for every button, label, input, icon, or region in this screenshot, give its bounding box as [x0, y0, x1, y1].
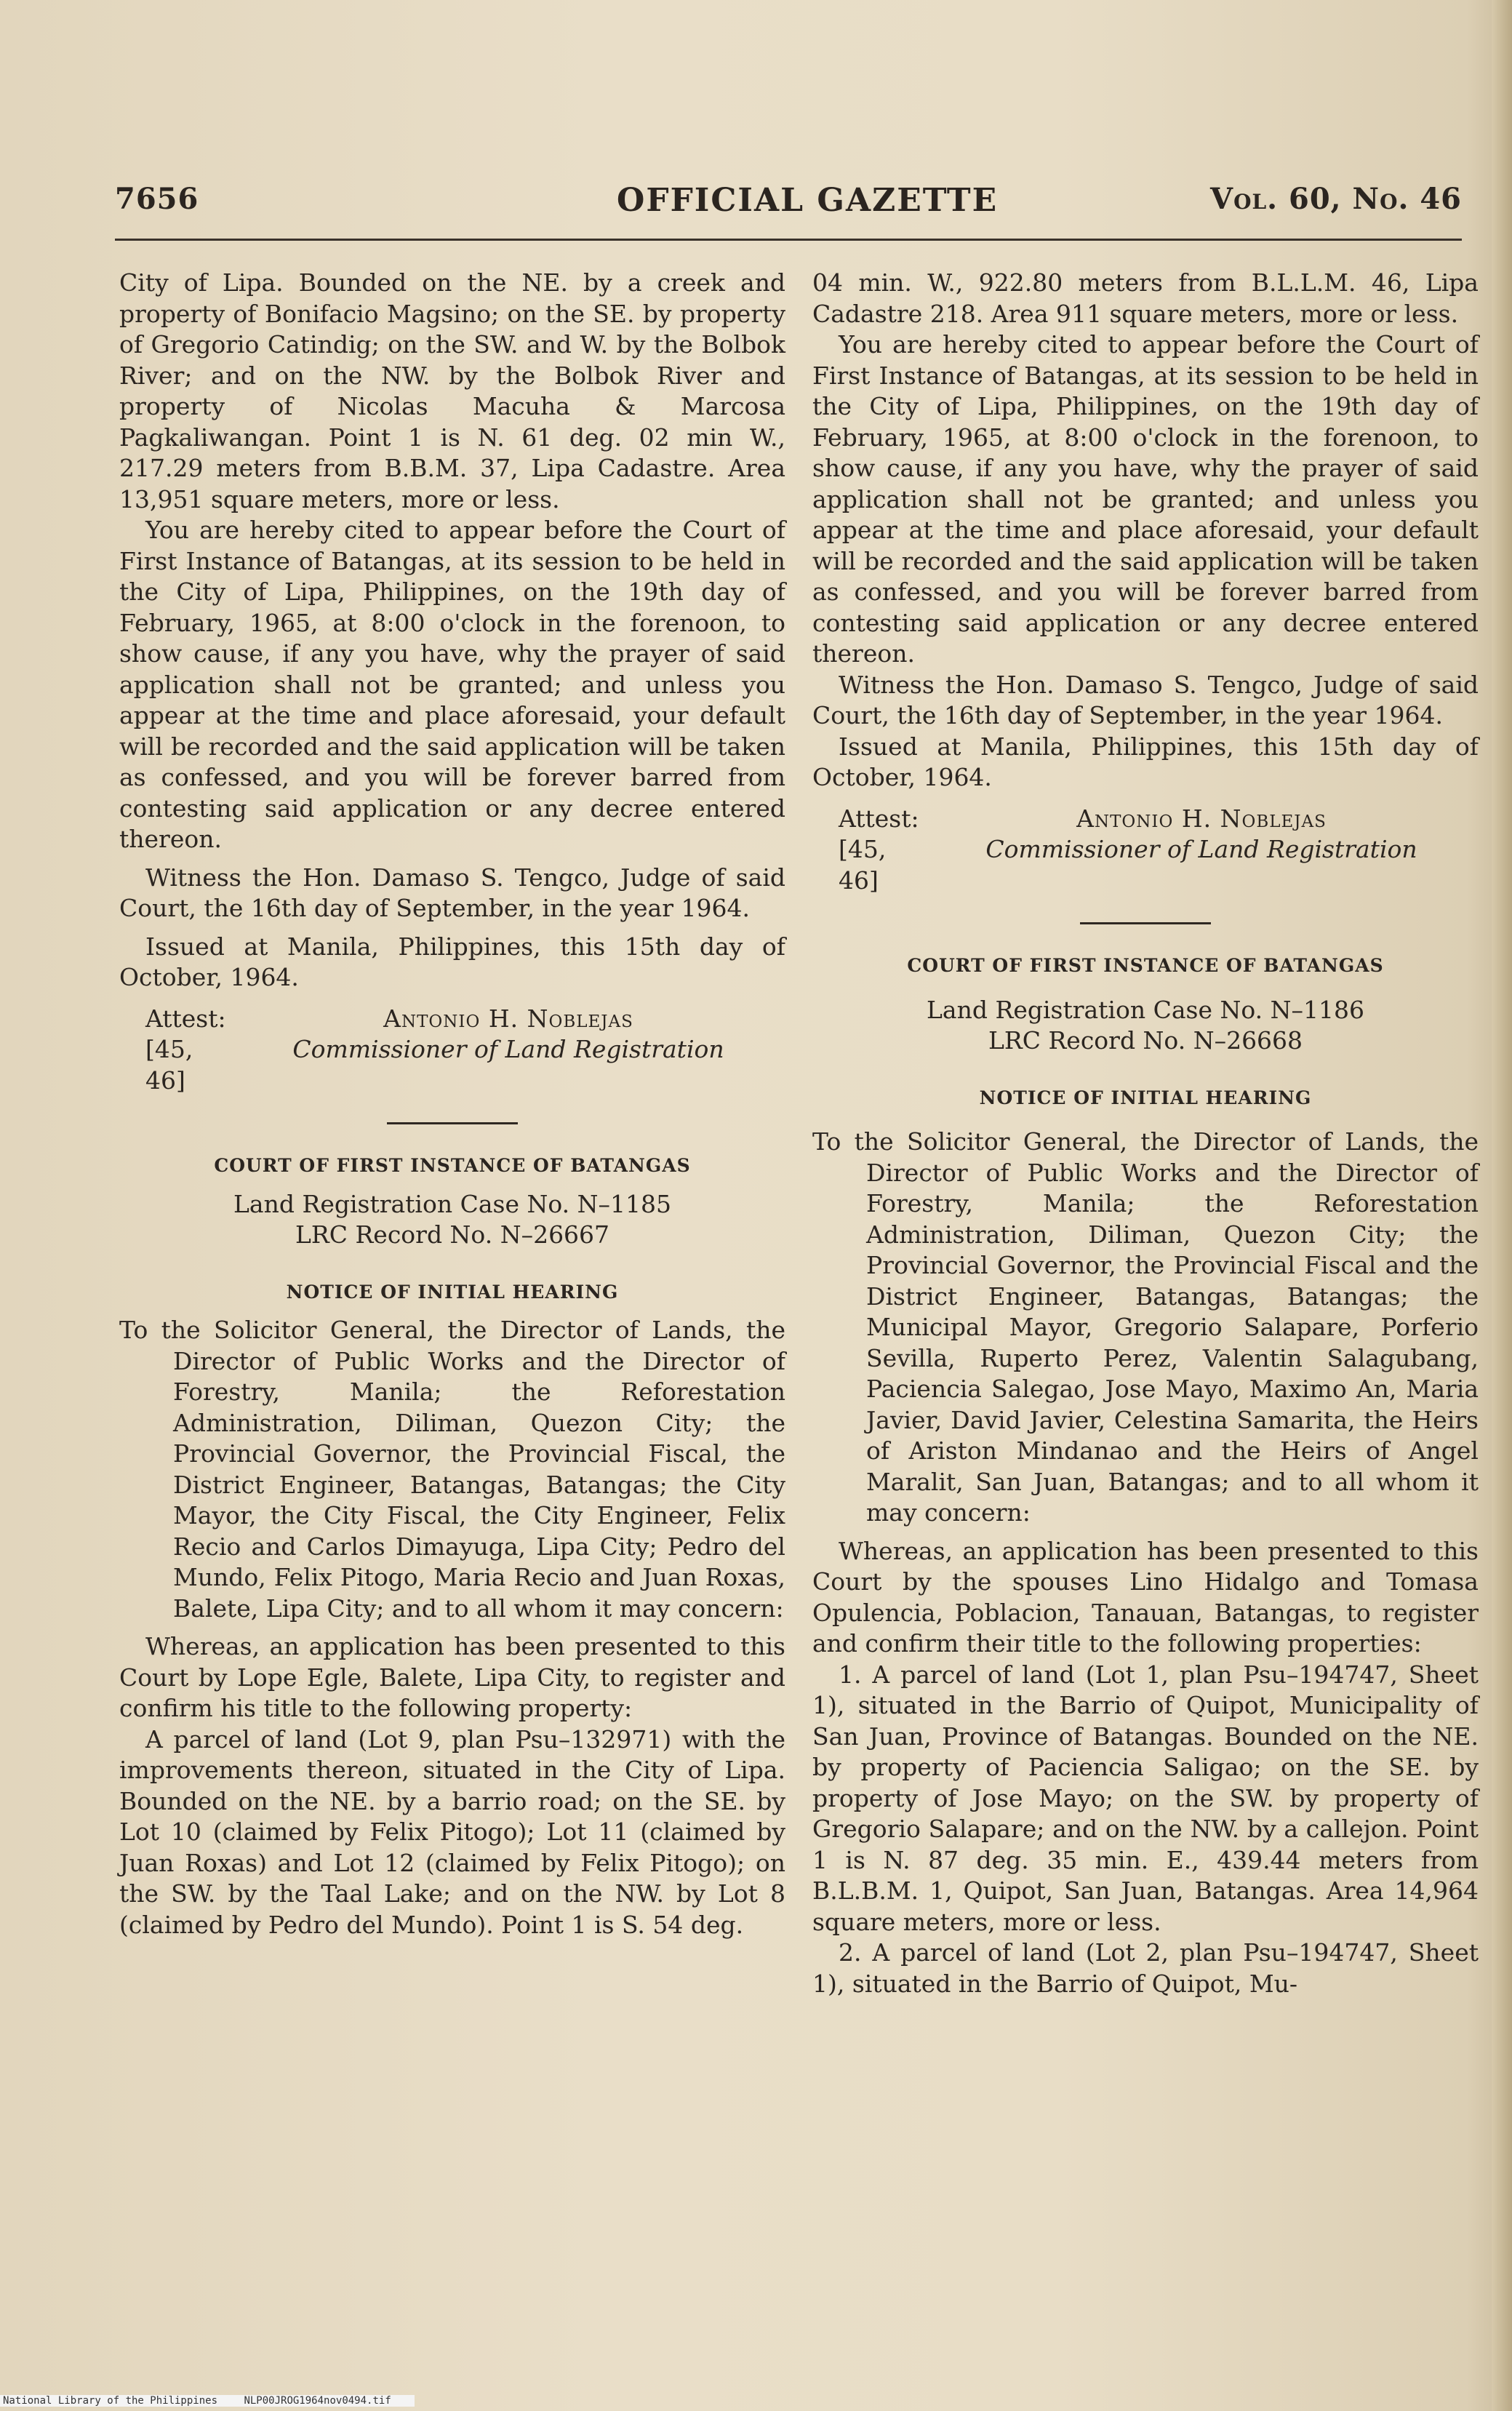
court-heading: COURT OF FIRST INSTANCE OF BATANGAS — [907, 955, 1384, 976]
page-edge — [1492, 0, 1512, 2411]
court-heading: COURT OF FIRST INSTANCE OF BATANGAS — [214, 1155, 691, 1176]
attest-title: Commissioner of Land Registration — [985, 835, 1417, 863]
header-rule — [115, 239, 1462, 241]
left-column — [119, 268, 785, 1940]
record-number: LRC Record No. N–26668 — [988, 1026, 1303, 1055]
paragraph: Witness the Hon. Damaso S. Tengco, Judge of said Court, the 16th day of September, in the year 1964. — [119, 863, 785, 922]
addressees: To the Solicitor General, the Director of Lands, the Director of Public Works and the Director of Forestry, Manila; the Reforestation Administration, Diliman, Quezon City; the Provincial Governor, the Provincial Fiscal, the District Engineer, Batangas, Batangas; the City Mayor, the City Fiscal, the City Engineer, Felix Recio and Carlos Dimayuga, Lipa City; Pedro del Mundo, Felix Pitogo, Maria Recio and Juan Roxas, Balete, Lipa City; and to all whom it may concern: — [119, 1316, 785, 1623]
notice-heading: NOTICE OF INITIAL HEARING — [286, 1281, 619, 1303]
record-number: LRC Record No. N–26667 — [295, 1220, 610, 1249]
attest-block — [119, 1004, 785, 1035]
issue-reference: [45, 46] — [145, 1035, 193, 1095]
paragraph: A parcel of land (Lot 9, plan Psu–132971) with the improvements thereon, situated in the City of Lipa. Bounded on the NE. by a barrio road; on the SE. by Lot 10 (claimed by Felix Pitogo); Lot 11 (claimed by Juan Roxas) and Lot 12 (claimed by Felix Pitogo); on the SW. by the Taal Lake; and on the NW. by Lot 8 (claimed by Pedro del Mundo). Point 1 is S. 54 deg. — [119, 1724, 785, 1939]
gazette-title: OFFICIAL GAZETTE — [617, 182, 999, 219]
right-column — [812, 268, 1479, 1999]
paragraph: You are hereby cited to appear before the Court of First Instance of Batangas, at its session to be held in the City of Lipa, Philippines, on the 19th day of February, 1965, at 8:00 o'clock in the forenoon, to show cause, if any you have, why the prayer of said application shall not be granted; and unless you appear at the time and place aforesaid, your default will be recorded and the said application will be taken as confessed, and you will be forever barred from contesting said application or any decree entered thereon. — [119, 516, 785, 853]
issue-reference: [45, 46] — [839, 835, 887, 895]
attest-name: Antonio H. Noblejas — [383, 1004, 633, 1033]
page-header — [115, 182, 1462, 225]
paragraph: 1. A parcel of land (Lot 1, plan Psu–194747, Sheet 1), situated in the Barrio of Quipot, Municipality of San Juan, Province of Batangas. Bounded on the NE. by property of Paciencia Saligao; on the SE. by property of Jose Mayo; on the SW. by property of Gregorio Salapare; and on the NW. by a callejon. Point 1 is N. 87 deg. 35 min. E., 439.44 meters from B.L.B.M. 1, Quipot, San Juan, Batangas. Area 14,964 square meters, more or less. — [812, 1660, 1479, 1936]
attest-title-row — [119, 1034, 785, 1096]
paragraph: 04 min. W., 922.80 meters from B.L.L.M. 46, Lipa Cadastre 218. Area 911 square meters, more or less. — [812, 268, 1479, 328]
attest-label: Attest: — [145, 1004, 226, 1033]
paragraph: You are hereby cited to appear before the Court of First Instance of Batangas, at its session to be held in the City of Lipa, Philippines, on the 19th day of February, 1965, at 8:00 o'clock in the forenoon, to show cause, if any you have, why the prayer of said application shall not be granted; and unless you appear at the time and place aforesaid, your default will be recorded and the said application will be taken as confessed, and you will be forever barred from contesting said application or any decree entered thereon. — [812, 330, 1479, 668]
library-credit: National Library of the Philippines — [3, 2395, 218, 2407]
case-number: Land Registration Case No. N–1185 — [233, 1189, 671, 1218]
paragraph: Whereas, an application has been presented to this Court by the spouses Lino Hidalgo and Tomasa Opulencia, Poblacion, Tanauan, Batangas, to register and confirm their title to the following properties: — [812, 1536, 1479, 1658]
paragraph: Witness the Hon. Damaso S. Tengco, Judge of said Court, the 16th day of September, in the year 1964. — [812, 670, 1479, 729]
volume-number: Vol. 60, No. 46 — [1210, 182, 1462, 216]
attest-label: Attest: — [839, 804, 919, 833]
paragraph: Issued at Manila, Philippines, this 15th day of October, 1964. — [119, 932, 785, 991]
attest-name: Antonio H. Noblejas — [1076, 804, 1327, 833]
paragraph: Issued at Manila, Philippines, this 15th day of October, 1964. — [812, 732, 1479, 791]
case-number: Land Registration Case No. N–1186 — [927, 995, 1364, 1024]
section-divider — [387, 1122, 518, 1124]
scan-filename: NLP00JROG1964nov0494.tif — [244, 2395, 391, 2407]
attest-title: Commissioner of Land Registration — [292, 1035, 724, 1063]
attest-block — [812, 804, 1479, 835]
paragraph: City of Lipa. Bounded on the NE. by a creek and property of Bonifacio Magsino; on the SE. by property of Gregorio Catindig; on the SW. and W. by the Bolbok River; and on the NW. by the Bolbok River and property of Nicolas Macuha & Marcosa Pagkaliwangan. Point 1 is N. 61 deg. 02 min W., 217.29 meters from B.B.M. 37, Lipa Cadastre. Area 13,951 square meters, more or less. — [119, 268, 785, 513]
attest-title-row — [812, 834, 1479, 896]
addressees: To the Solicitor General, the Director of Lands, the Director of Public Works and the Director of Forestry, Manila; the Reforestation Administration, Diliman, Quezon City; the Provincial Governor, the Provincial Fiscal and the District Engineer, Batangas, Batangas; the Municipal Mayor, Gregorio Salapare, Porferio Sevilla, Ruperto Perez, Valentin Salagubang, Paciencia Salegao, Jose Mayo, Maximo An, Maria Javier, David Javier, Celestina Samarita, the Heirs of Ariston Mindanao and the Heirs of Angel Maralit, San Juan, Batangas; and to all whom it may concern: — [812, 1127, 1479, 1527]
paragraph: 2. A parcel of land (Lot 2, plan Psu–194747, Sheet 1), situated in the Barrio of Quipot, Mu- — [812, 1938, 1479, 1998]
notice-heading: NOTICE OF INITIAL HEARING — [979, 1087, 1312, 1108]
scan-footer — [0, 2395, 415, 2407]
paragraph: Whereas, an application has been presented to this Court by Lope Egle, Balete, Lipa City, to register and confirm his title to the following property: — [119, 1632, 785, 1722]
page-number: 7656 — [115, 182, 199, 216]
section-divider — [1080, 922, 1211, 924]
